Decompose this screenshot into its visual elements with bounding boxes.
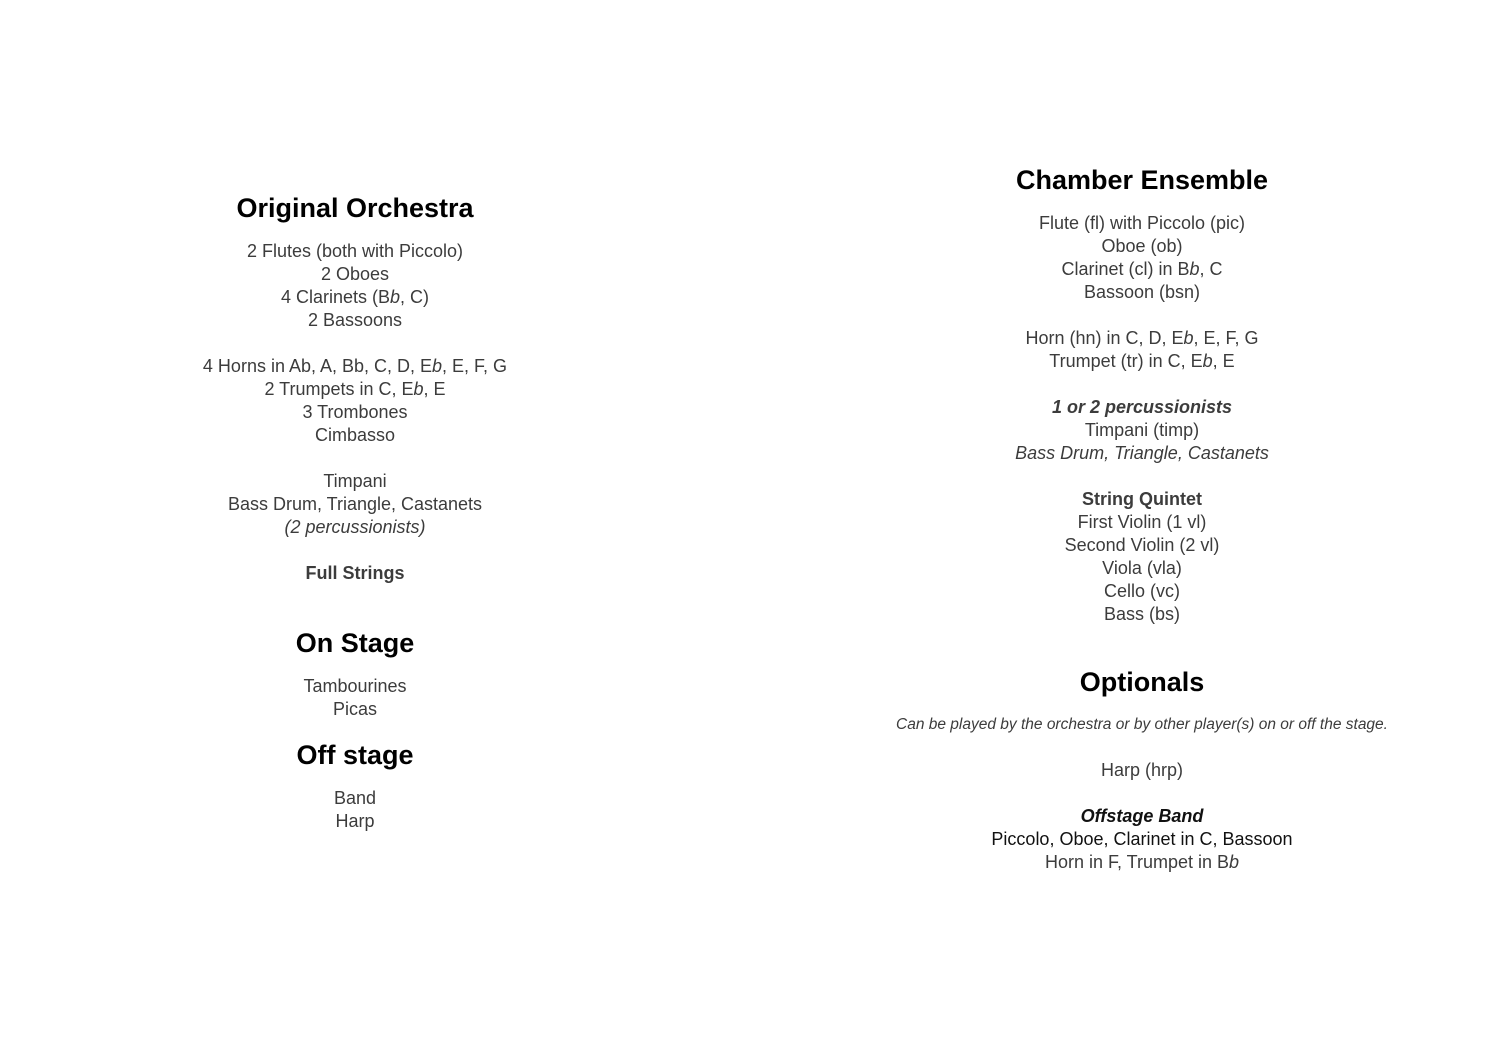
optionals-title: Optionals xyxy=(1079,667,1205,697)
flute-line: Flute (fl) with Piccolo (pic) xyxy=(1038,213,1246,233)
horns-line: 4 Horns in Ab, A, Bb, C, D, Eb, E, F, G xyxy=(202,356,508,376)
oboe-line: Oboe (ob) xyxy=(1101,236,1183,256)
timpani-line: Timpani (timp) xyxy=(1084,420,1200,440)
string-quintet-heading: String Quintet xyxy=(1082,489,1202,509)
percussionists-note: (2 percussionists) xyxy=(284,517,426,537)
timpani-line: Timpani xyxy=(323,471,387,491)
string-line: Viola (vla) xyxy=(1102,558,1182,578)
horn-line: Horn (hn) in C, D, Eb, E, F, G xyxy=(1025,328,1259,348)
trombones-line: 3 Trombones xyxy=(302,402,408,422)
string-line: First Violin (1 vl) xyxy=(1077,512,1207,532)
full-strings-line: Full Strings xyxy=(305,563,405,583)
optionals-note: Can be played by the orchestra or by other player(s) on or off the stage. xyxy=(896,716,1388,733)
flutes-line: 2 Flutes (both with Piccolo) xyxy=(246,241,464,261)
string-line: Cello (vc) xyxy=(1103,581,1180,601)
on-stage-title: On Stage xyxy=(295,628,415,658)
bassoons-line: 2 Bassoons xyxy=(307,310,403,330)
clarinet-line: Clarinet (cl) in Bb, C xyxy=(1061,259,1223,279)
chamber-ensemble-column xyxy=(842,162,1442,874)
trumpet-line: Trumpet (tr) in C, Eb, E xyxy=(1049,351,1235,371)
offstage-band-heading: Offstage Band xyxy=(1080,806,1204,826)
on-stage-item: Tambourines xyxy=(303,676,407,696)
harp-line: Harp (hrp) xyxy=(1100,760,1184,780)
oboes-line: 2 Oboes xyxy=(320,264,390,284)
on-stage-item: Picas xyxy=(332,699,377,719)
off-stage-item: Band xyxy=(333,788,377,808)
string-line: Bass (bs) xyxy=(1103,604,1181,624)
percussion-line: Bass Drum, Triangle, Castanets xyxy=(1015,443,1269,463)
clarinets-line: 4 Clarinets (Bb, C) xyxy=(280,287,430,307)
original-orchestra-title: Original Orchestra xyxy=(236,193,474,223)
cimbasso-line: Cimbasso xyxy=(314,425,396,445)
offstage-band-winds: Piccolo, Oboe, Clarinet in C, Bassoon xyxy=(991,829,1293,849)
string-line: Second Violin (2 vl) xyxy=(1064,535,1220,555)
bassoon-line: Bassoon (bsn) xyxy=(1083,282,1201,302)
off-stage-item: Harp xyxy=(335,811,375,831)
off-stage-title: Off stage xyxy=(296,740,414,770)
chamber-ensemble-title: Chamber Ensemble xyxy=(1015,165,1269,195)
percussionists-heading: 1 or 2 percussionists xyxy=(1051,397,1233,417)
original-orchestra-column xyxy=(130,190,580,833)
offstage-band-brass: Horn in F, Trumpet in Bb xyxy=(1044,852,1240,872)
trumpets-line: 2 Trumpets in C, Eb, E xyxy=(264,379,446,399)
percussion-line: Bass Drum, Triangle, Castanets xyxy=(227,494,483,514)
